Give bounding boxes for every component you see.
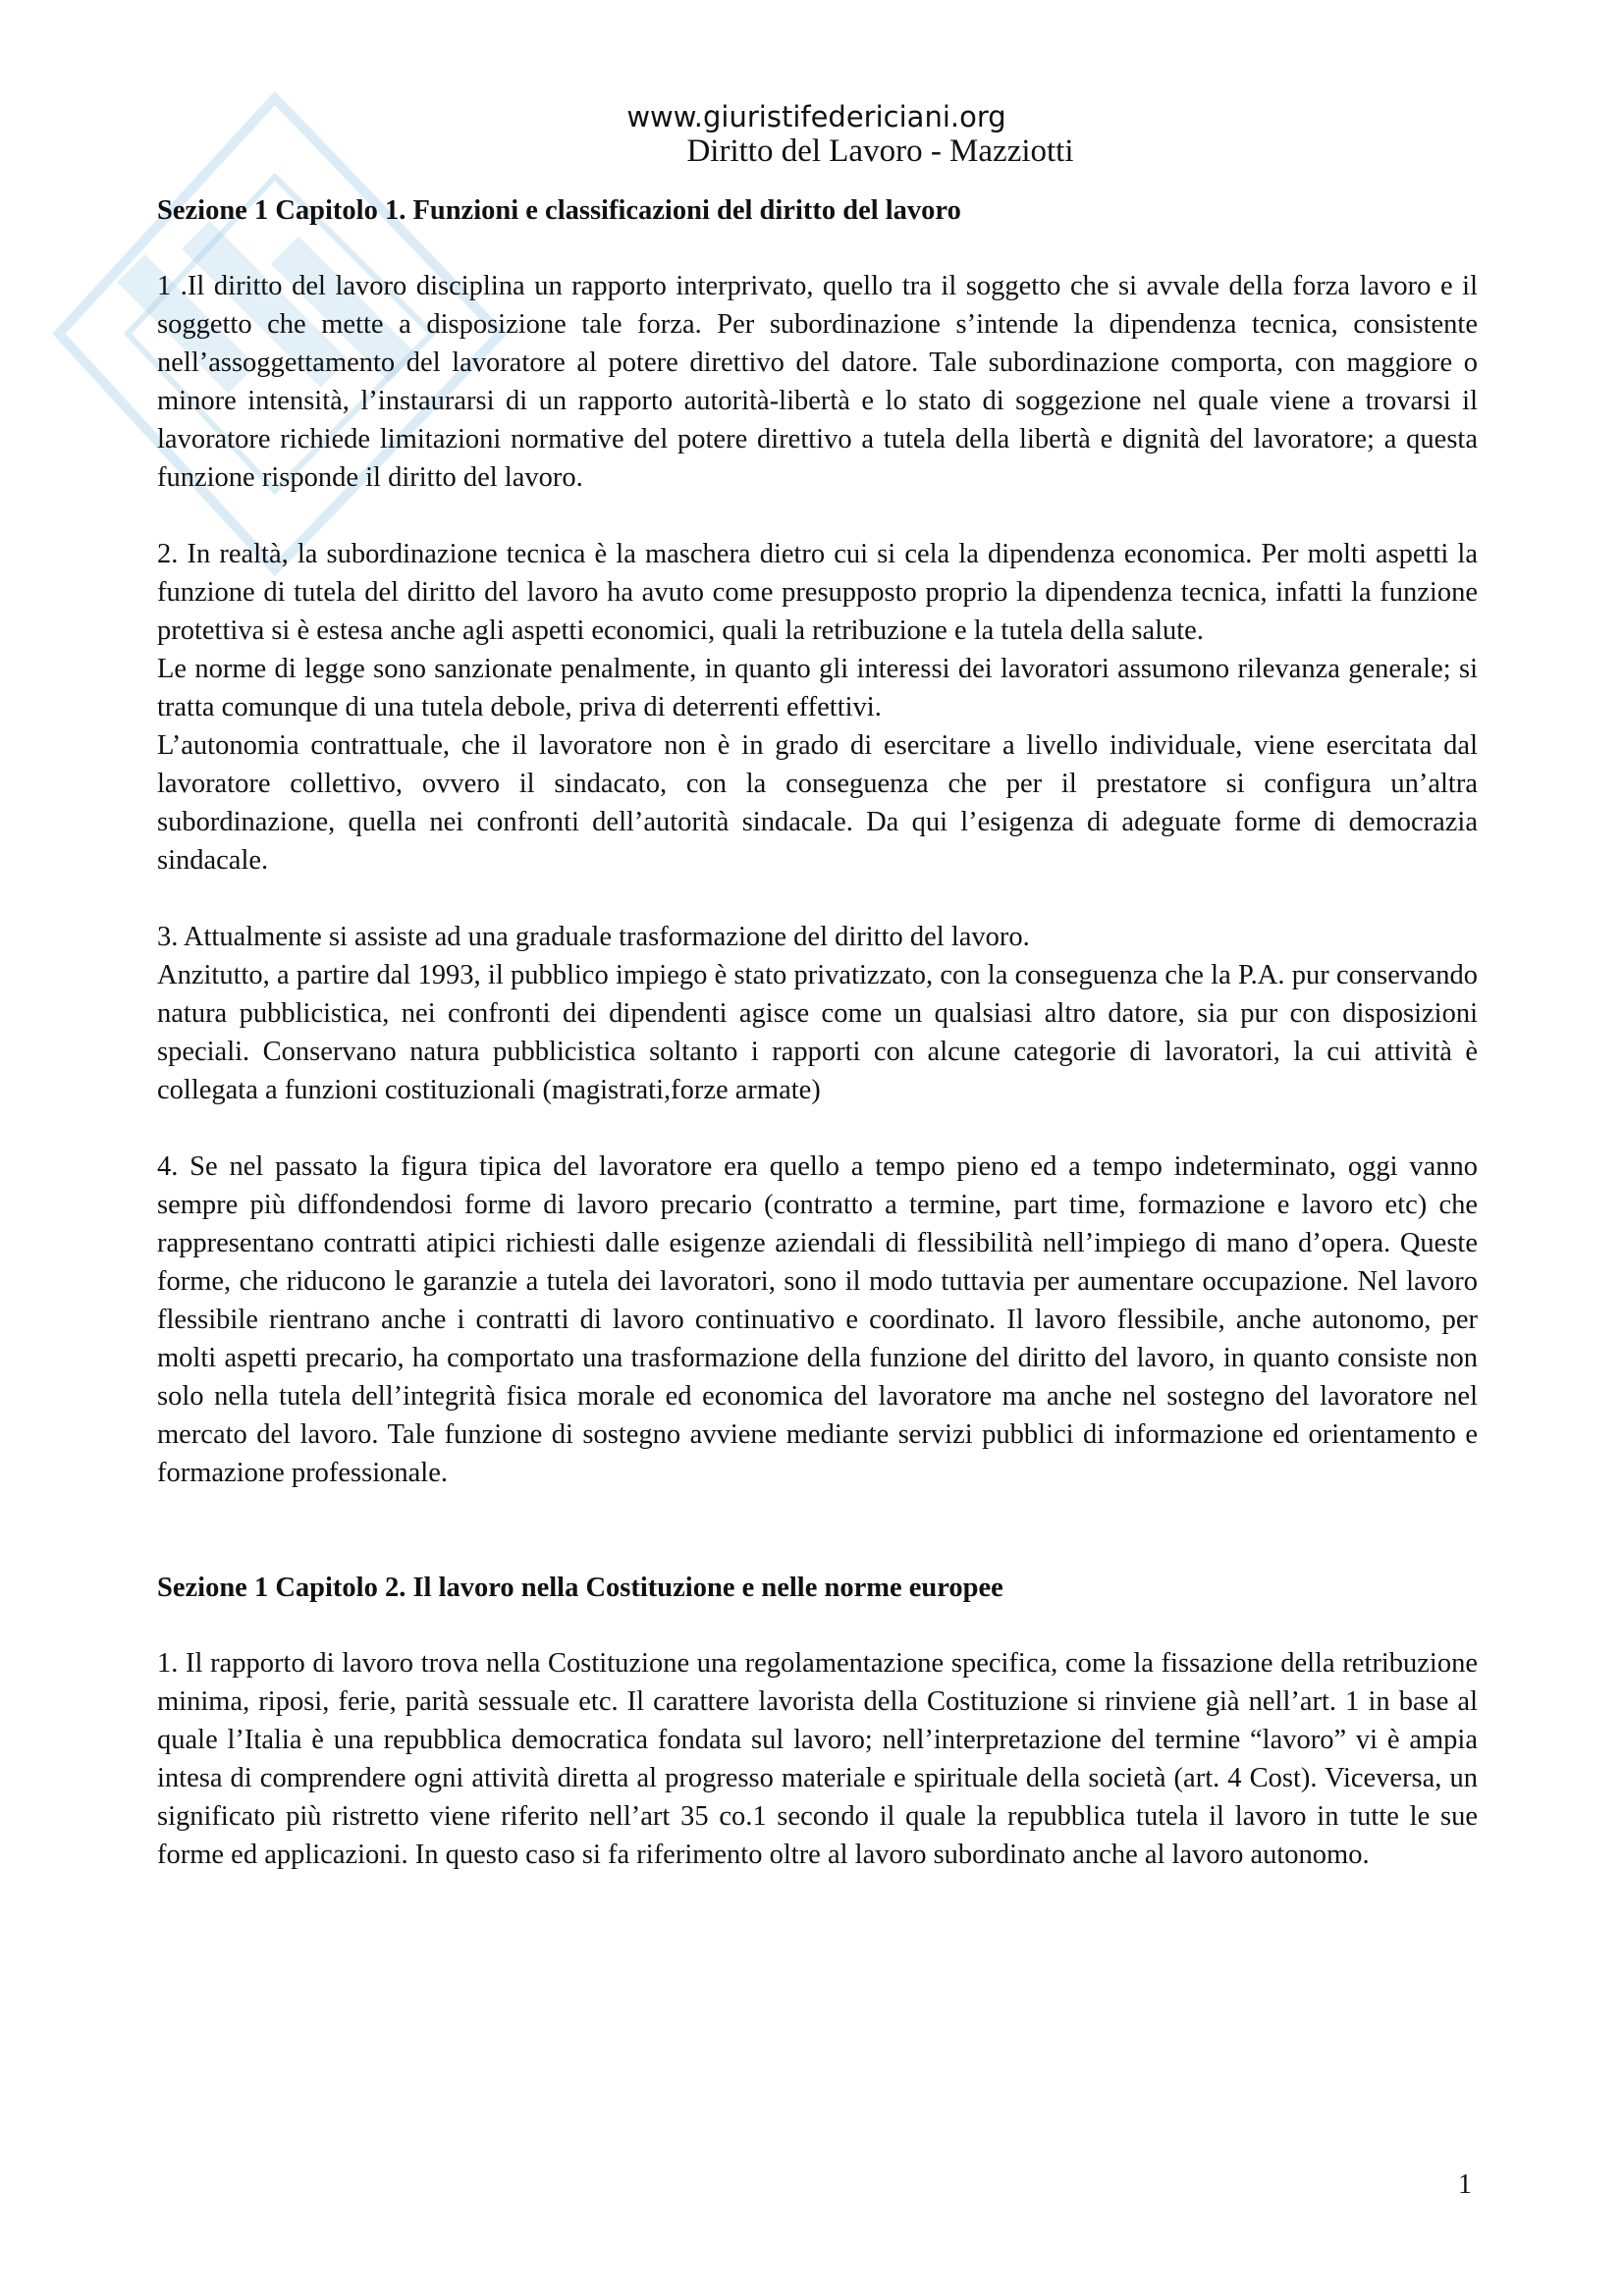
paragraph: 1 .Il diritto del lavoro disciplina un rapporto interprivato, quello tra il soggetto che si avvale della forza lavoro e il soggetto che mette a disposizione tale forza. Per subordinazione s’intende la dipendenza tecnica, consistente nell’assoggettamento del lavoratore al potere direttivo del datore. Tale subordinazione comporta, con maggiore o minore intensità, l’instaurarsi di un rapporto autorità-libertà e lo stato di soggezione nel quale viene a trovarsi il lavoratore richiede limitazioni normative del potere direttivo a tutela della libertà e dignità del lavoratore; a questa funzione risponde il diritto del lavoro. <box>157 271 1478 493</box>
paragraph-group-1 <box>157 267 1478 497</box>
page-number: 1 <box>1458 2169 1472 2200</box>
spacer <box>157 1530 1478 1569</box>
header-document-title: Diritto del Lavoro - Mazziotti <box>686 133 1074 169</box>
paragraph-group-5 <box>157 1644 1478 1874</box>
document-body <box>157 191 1478 1912</box>
section-heading-2: Sezione 1 Capitolo 2. Il lavoro nella Costituzione e nelle norme europee <box>157 1573 1003 1603</box>
paragraph: 1. Il rapporto di lavoro trova nella Costituzione una regolamentazione specifica, come la fissazione della retribuzione minima, riposi, ferie, parità sessuale etc. Il carattere lavorista della Costituzione si rinviene già nell’art. 1 in base al quale l’Italia è una repubblica democratica fondata sul lavoro; nell’interpretazione del termine “lavoro” vi è ampia intesa di comprendere ogni attività diretta al progresso materiale e spirituale della società (art. 4 Cost). Viceversa, un significato più ristretto viene riferito nell’art 35 co.1 secondo il quale la repubblica tutela il lavoro in tutte le sue forme ed applicazioni. In questo caso si fa riferimento oltre al lavoro subordinato anche al lavoro autonomo. <box>157 1648 1478 1870</box>
paragraph-group-4 <box>157 1148 1478 1492</box>
paragraph: Anzitutto, a partire dal 1993, il pubblico impiego è stato privatizzato, con la conseguenza che la P.A. pur conservando natura pubblicistica, nei confronti dei dipendenti agisce come un qualsiasi altro datore, sia pur con disposizioni speciali. Conservano natura pubblicistica soltanto i rapporti con alcune categorie di lavoratori, la cui attività è collegata a funzioni costituzionali (magistrati,forze armate) <box>157 960 1478 1105</box>
paragraph-group-3 <box>157 918 1478 1109</box>
paragraph: 3. Attualmente si assiste ad una graduale trasformazione del diritto del lavoro. <box>157 922 1030 952</box>
section-heading-1: Sezione 1 Capitolo 1. Funzioni e classificazioni del diritto del lavoro <box>157 195 961 226</box>
paragraph: 2. In realtà, la subordinazione tecnica è la maschera dietro cui si cela la dipendenza economica. Per molti aspetti la funzione di tutela del diritto del lavoro ha avuto come presupposto proprio la dipendenza tecnica, infatti la funzione protettiva si è estesa anche agli aspetti economici, quali la retribuzione e la tutela della salute. <box>157 539 1478 646</box>
paragraph-group-2 <box>157 535 1478 880</box>
paragraph: Le norme di legge sono sanzionate penalmente, in quanto gli interessi dei lavoratori assumono rilevanza generale; si tratta comunque di una tutela debole, priva di deterrenti effettivi. <box>157 654 1478 722</box>
paragraph: 4. Se nel passato la figura tipica del lavoratore era quello a tempo pieno ed a tempo indeterminato, oggi vanno sempre più diffondendosi forme di lavoro precario (contratto a termine, part time, formazione e lavoro etc) che rappresentano contratti atipici richiesti dalle esigenze aziendali di flessibilità nell’impiego di mano d’opera. Queste forme, che riducono le garanzie a tutela dei lavoratori, sono il modo tuttavia per aumentare occupazione. Nel lavoro flessibile rientrano anche i contratti di lavoro continuativo e coordinato. Il lavoro flessibile, anche autonomo, per molti aspetti precario, ha comportato una trasformazione della funzione del diritto del lavoro, in quanto consiste non solo nella tutela dell’integrità fisica morale ed economica del lavoratore ma anche nel sostegno del lavoratore nel mercato del lavoro. Tale funzione di sostegno avviene mediante servizi pubblici di informazione ed orientamento e formazione professionale. <box>157 1151 1478 1488</box>
paragraph: L’autonomia contrattuale, che il lavoratore non è in grado di esercitare a livello individuale, viene esercitata dal lavoratore collettivo, ovvero il sindacato, con la conseguenza che per il prestatore si configura un’altra subordinazione, quella nei confronti dell’autorità sindacale. Da qui l’esigenza di adeguate forme di democrazia sindacale. <box>157 730 1478 876</box>
header-site-url: www.giuristifedericiani.org <box>626 100 1006 133</box>
